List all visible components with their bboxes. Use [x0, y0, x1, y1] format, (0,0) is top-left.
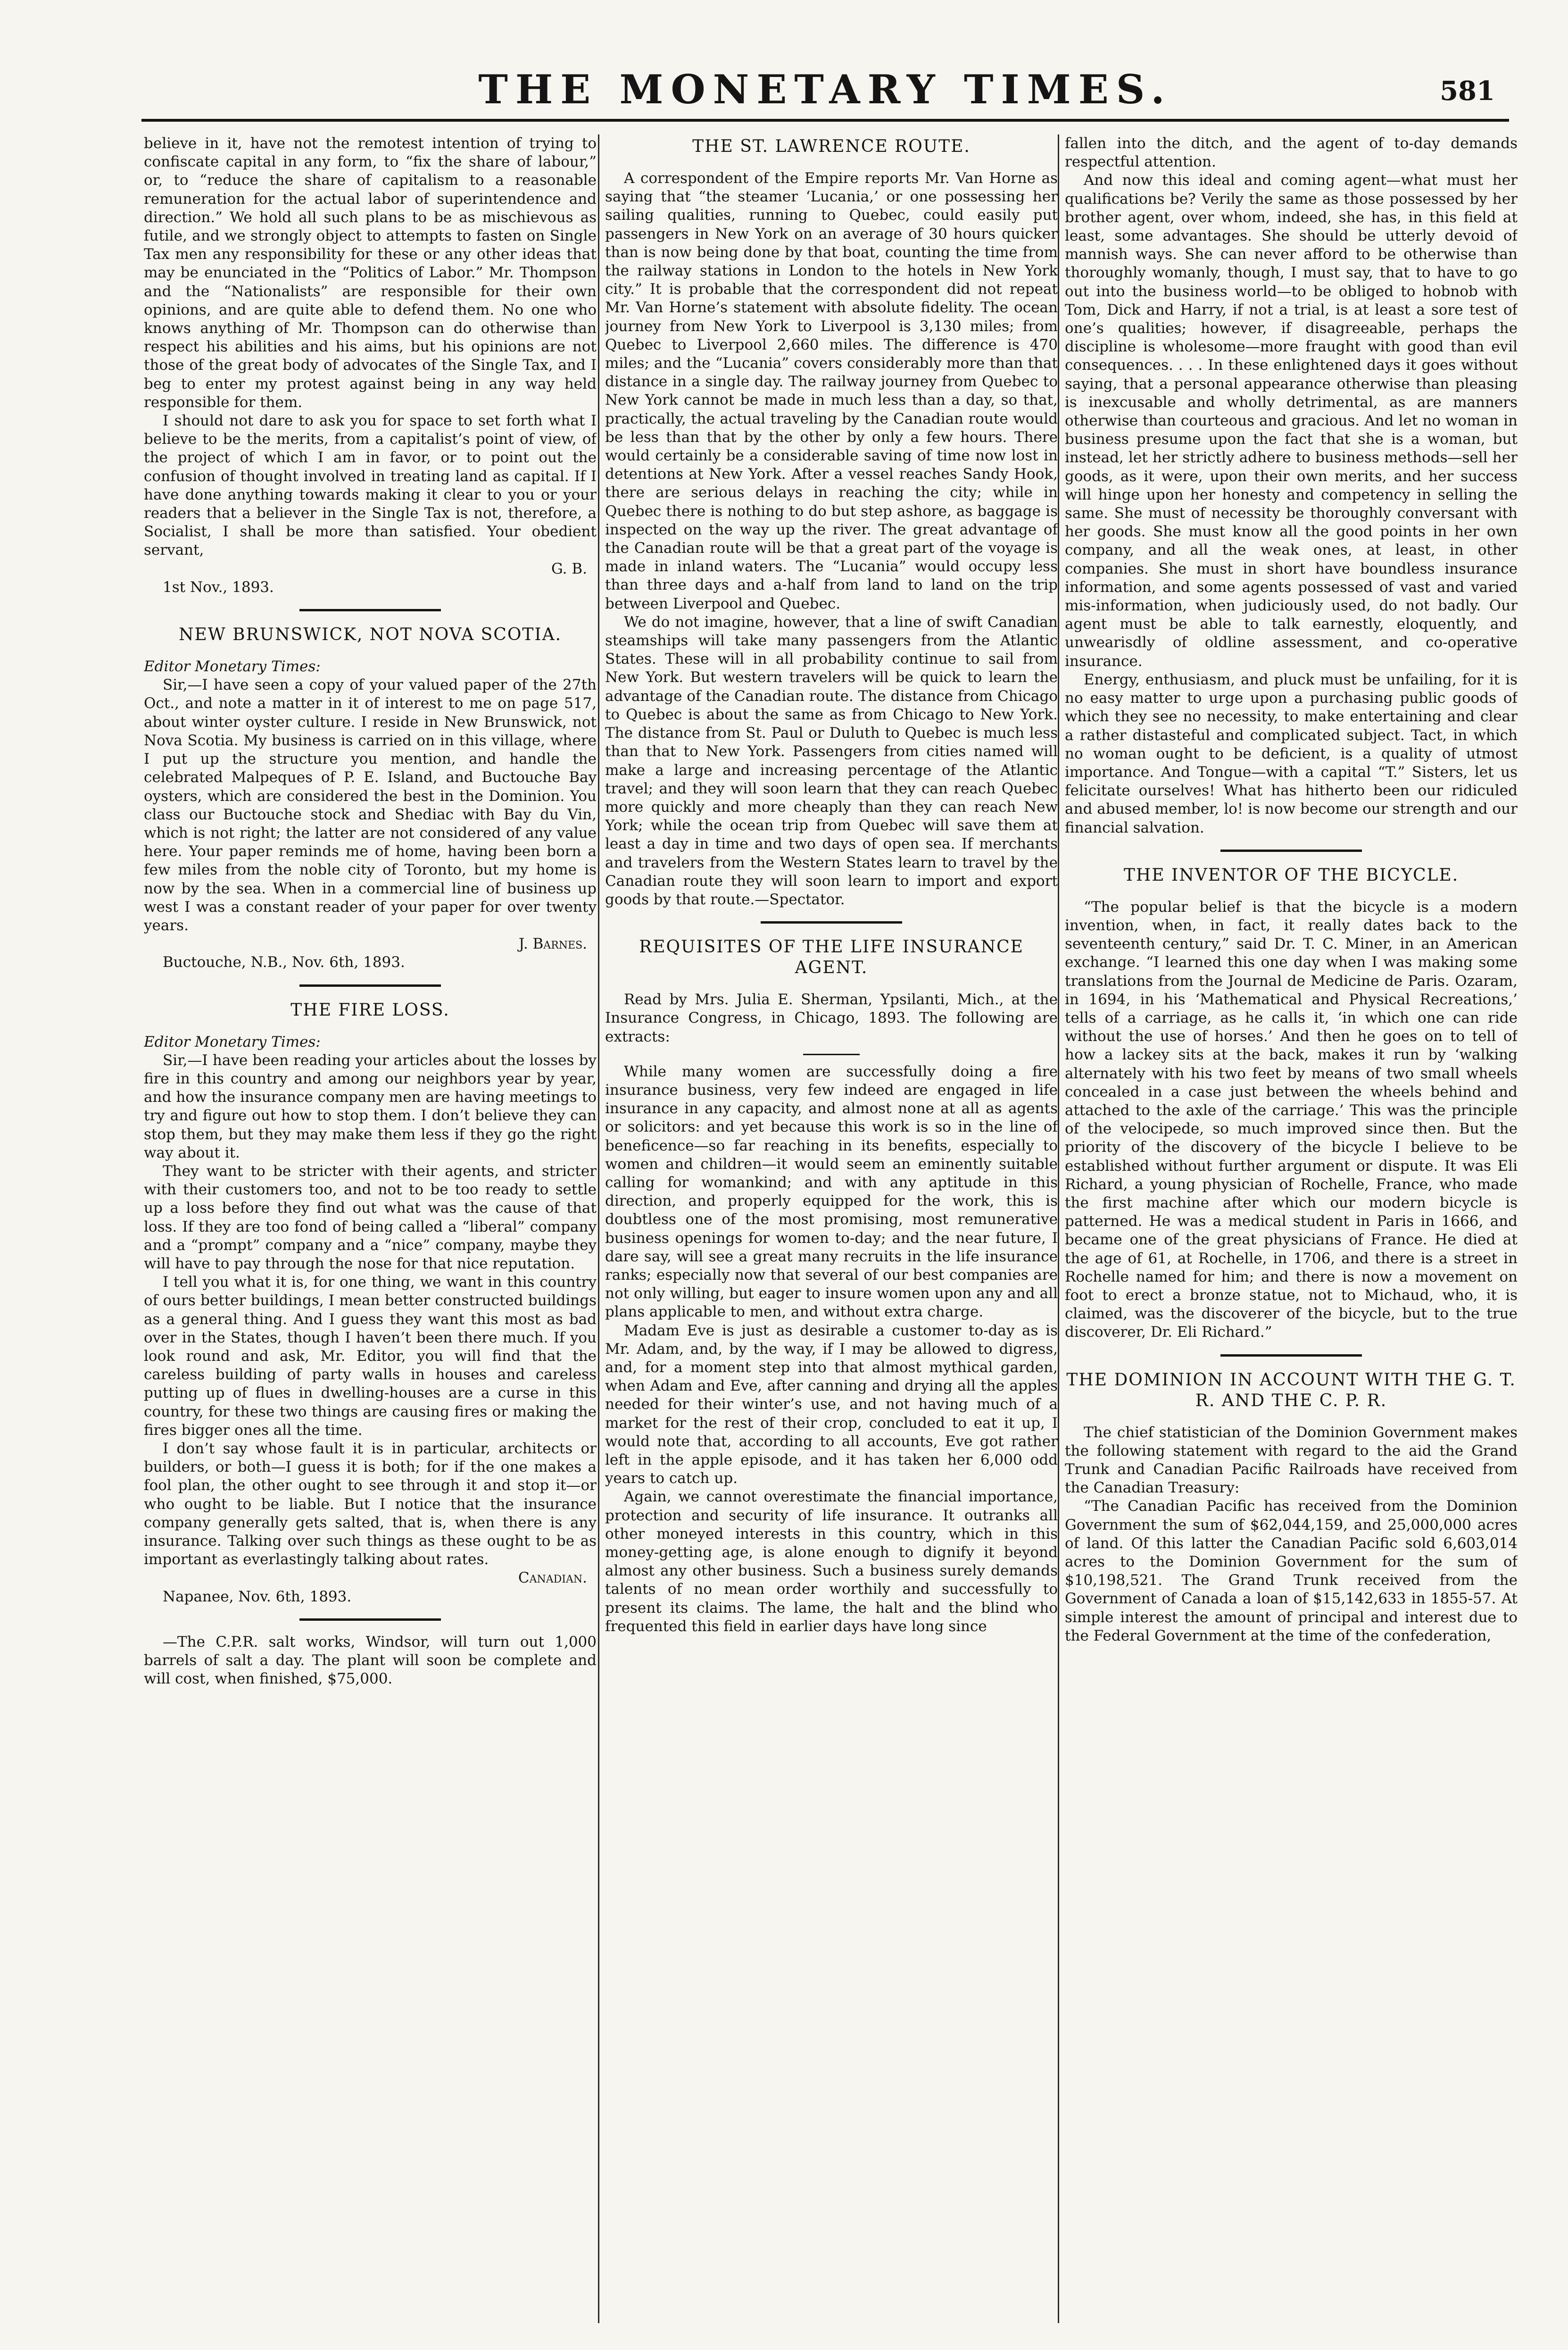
section-rule: [761, 921, 902, 924]
paragraph: Sir,—I have been reading your articles about the losses by fire in this country and among our neighbors year by year, and how the insurance company men are having meetings to try and figure out how to stop them. I don’t believe they can stop them, but they may make them less if they go the right way about it.: [144, 1051, 597, 1161]
heading-inventor-of-bicycle: THE INVENTOR OF THE BICYCLE.: [1123, 865, 1459, 885]
masthead-rule: [141, 119, 1509, 122]
newspaper-title: THE MONETARY TIMES.: [478, 66, 1172, 113]
signature: G. B.: [551, 560, 587, 577]
paragraph: A correspondent of the Empire reports Mr. Van Horne as saying that “the steamer ‘Lucania,’ or one possessing her sailing qualities, running to Quebec, could easily put passengers in New York on an average of 30 hours quicker than is now being done by that boat, counting the time from the railway stations in London to the hotels in New York city.” It is probable that the correspondent did not repeat Mr. Van Horne’s statement with absolute fidelity. The ocean journey from New York to Liverpool is 3,130 miles; from Quebec to Liverpool 2,660 miles. The difference is 470 miles; and the “Lucania” covers considerably more than that distance in a single day. The railway journey from Quebec to New York cannot be made in much less than a day, so that, practically, the actual traveling by the Canadian route would be less than that by the other by only a few hours. There would certainly be a considerable saving of time now lost in detentions at New York. After a vessel reaches Sandy Hook, there are serious delays in reaching the city; while in Quebec there is nothing to do but step ashore, as baggage is inspected on the way up the river. The great advantage of the Canadian route will be that a great part of the voyage is made in inland waters. The “Lucania” would occupy less than three days and a-half from land to land on the trip between Liverpool and Quebec.: [605, 170, 1058, 612]
column-divider: [598, 134, 599, 2323]
signature: Canadian.: [518, 1569, 587, 1587]
section-rule: [299, 1618, 441, 1621]
editor-salutation: Editor Monetary Times:: [144, 658, 321, 675]
column-divider: [1058, 134, 1059, 2323]
paragraph: I should not dare to ask you for space to set forth what I believe to be the merits, from a capitalist’s point of view, of the project of which I am in favor, or to point out the confusion of thought involved in treating land as capital. If I have done anything towards making it clear to you or your readers that a believer in the Single Tax is not, therefore, a Socialist, I shall be more than satisfied. Your obedient servant,: [144, 412, 597, 559]
paragraph: The chief statistician of the Dominion Government makes the following statement with regard to the aid the Grand Trunk and Canadian Pacific Railroads have received from the Canadian Treasury:: [1065, 1424, 1518, 1497]
intro-note: Read by Mrs. Julia E. Sherman, Ypsilanti, Mich., at the Insurance Congress, in Chicago, 1893. The following are extracts:: [605, 991, 1058, 1045]
heading-life-insurance-agent: REQUISITES OF THE LIFE INSURANCE AGENT.: [639, 937, 1024, 978]
heading-st-lawrence-route: THE ST. LAWRENCE ROUTE.: [692, 137, 971, 156]
paragraph: Sir,—I have seen a copy of your valued paper of the 27th Oct., and note a matter in it of interest to me on page 517, about winter oyster culture. I reside in New Brunswick, not Nova Scotia. My business is carried on in this village, where I put up the structure you mention, and handle the celebrated Malpeques of P. E. Island, and Buctouche Bay oysters, which are considered the best in the Dominion. You class our Buctouche stock and Shediac with Bay du Vin, which is not right; the latter are not considered of any value here. Your paper reminds me of home, having been born a few miles from the noble city of Toronto, but my home is now by the sea. When in a commercial line of business up west I was a constant reader of your paper for over twenty years.: [144, 676, 597, 934]
news-item: —The C.P.R. salt works, Windsor, will turn out 1,000 barrels of salt a day. The plant will soon be complete and will cost, when finished, $75,000.: [144, 1633, 597, 1688]
heading-new-brunswick: NEW BRUNSWICK, NOT NOVA SCOTIA.: [178, 625, 562, 645]
paragraph: Madam Eve is just as desirable a customer to-day as is Mr. Adam, and, by the way, if I may be allowed to digress, and, for a moment step into that almost mythical garden, when Adam and Eve, after canning and drying all the apples needed for their winter’s use, and not having much of a market for the rest of their crop, concluded to eat it up, I would note that, according to all accounts, Eve got rather left in the apple episode, and it has taken her 6,000 odd years to catch up.: [605, 1322, 1058, 1487]
signature: J. Barnes.: [518, 935, 587, 953]
letter-continuation: believe in it, have not the remotest intention of trying to confiscate capital in any form, to “fix the share of labour,” or, to “reduce the share of capitalism to a reasonable remuneration for the actual labor of superintendence and direction.” We hold all such plans to be as mischievous as futile, and we strongly object to attempts to fasten on Single Tax men any responsibility for these or any other ideas that may be enunciated in the “Politics of Labor.” Mr. Thompson and the “Nationalists” are responsible for their own opinions, and are quite able to defend them. No one who knows anything of Mr. Thompson can do otherwise than respect his abilities and his aims, but his opinions are not those of the great body of advocates of the Single Tax, and I beg to enter my protest against being in any way held responsible for them.: [144, 135, 597, 411]
article-continuation: fallen into the ditch, and the agent of to-day demands respectful attention.: [1065, 135, 1518, 171]
column-left: [144, 134, 597, 2323]
column-middle: [605, 134, 1058, 2323]
short-rule: [803, 1054, 860, 1055]
page-number: 581: [1440, 75, 1495, 107]
paragraph: I don’t say whose fault it is in particular, architects or builders, or both—I guess it is both; for if the one makes a fool plan, the other ought to see through it and stop it—or who ought to be liable. But I notice that the insurance company generally gets salted, that is, when there is any insurance. Talking over such things as these ought to be as important as everlastingly talking about rates.: [144, 1440, 597, 1568]
section-rule: [299, 609, 441, 611]
section-rule: [1220, 850, 1362, 852]
heading-fire-loss: THE FIRE LOSS.: [290, 1000, 450, 1020]
paragraph: We do not imagine, however, that a line of swift Canadian steamships will take many passengers from the Atlantic States. These will in all probability continue to sail from New York. But western travelers will be quick to learn the advantage of the Canadian route. The distance from Chicago to Quebec is about the same as from Chicago to New York. The distance from St. Paul or Duluth to Quebec is much less than that to New York. Passengers from cities named will make a large and increasing percentage of the Atlantic travel; and they will soon learn that they can reach Quebec more quickly and more cheaply than they can reach New York; while the ocean trip from Quebec will save them at least a day in time and two days of open sea. If merchants and travelers from the Western States learn to travel by the Canadian route they will soon learn to import and export goods by that route.—Spectator.: [605, 613, 1058, 908]
dateline: Buctouche, N.B., Nov. 6th, 1893.: [163, 954, 405, 971]
paragraph: And now this ideal and coming agent—what must her qualifications be? Verily the same as those possessed by her brother agent, over whom, indeed, she has, in this field at least, some advantages. She should be utterly devoid of mannish ways. She can never afford to be otherwise than thoroughly womanly, though, I must say, that to have to go out into the business world—to be obliged to hobnob with Tom, Dick and Harry, if not a trial, is at least a sore test of one’s qualities; however, if disagreeable, perhaps the discipline is wholesome—more fraught with good than evil consequences. . . . In these enlightened days it goes without saying, that a personal appearance otherwise than pleasing is inexcusable and wholly detrimental, as are manners otherwise than courteous and gracious. And let no woman in business presume upon the fact that she is a woman, but instead, let her strictly adhere to business methods—sell her goods, as it were, upon their own merits, and her success will hinge upon her honesty and competency in selling the same. She must of necessity be thoroughly conversant with her goods. She must know all the good points in her own company, and all the weak ones, at least, in other companies. She must in short have boundless insurance information, and some agents possessed of vast and varied mis-information, when judiciously used, do not badly. Our agent must be able to talk earnestly, eloquently, and unwearisdly of oldline assessment, and co-operative insurance.: [1065, 172, 1518, 670]
paragraph: Energy, enthusiasm, and pluck must be unfailing, for it is no easy matter to urge upon a purchasing public goods of which they see no necessity, to make entertaining and clear a rather distasteful and complicated subject. Tact, in which no woman ought to be deficient, is a quality of utmost importance. And Tongue—with a capital “T.” Sisters, let us felicitate ourselves! What has hitherto been our ridiculed and abused member, lo! is now become our strength and our financial salvation.: [1065, 671, 1518, 836]
paragraph: I tell you what it is, for one thing, we want in this country of ours better buildings, I mean better constructed buildings as a general thing. And I guess they want this most as bad over in the States, though I haven’t been there much. If you look round and ask, Mr. Editor, you will find that the careless building of party walls in houses and careless putting up of flues in dwelling-houses are a curse in this country, for these two things are causing fires or making the fires bigger ones all the time.: [144, 1274, 597, 1439]
section-rule: [1220, 1354, 1362, 1357]
paragraph: While many women are successfully doing a fire insurance business, very few indeed are engaged in life insurance in any capacity, and almost none at all as agents or solicitors: and yet because this work is so in the line of beneficence—so far reaching in its benefits, especially to women and children—it would seem an eminently suitable calling for womankind; and with any aptitude in this direction, and properly equipped for the work, this is doubtless one of the most promising, most remunerative business openings for women to-day; and the near future, I dare say, will see a great many recruits in the life insurance ranks; especially now that several of our best companies are not only willing, but eager to insure women upon any and all plans applicable to men, and without extra charge.: [605, 1063, 1058, 1321]
paragraph: “The Canadian Pacific has received from the Dominion Government the sum of $62,044,159, and 25,000,000 acres of land. Of this latter the Canadian Pacific sold 6,603,014 acres to the Dominion Government for the sum of $10,198,521. The Grand Trunk received from the Government of Canada a loan of $15,142,633 in 1855-57. At simple interest the amount of principal and interest due to the Federal Government at the time of the confederation,: [1065, 1498, 1518, 1644]
heading-dominion-account: THE DOMINION IN ACCOUNT WITH THE G. T. R. AND THE C. P. R.: [1066, 1370, 1516, 1410]
dateline: Napanee, Nov. 6th, 1893.: [163, 1588, 352, 1605]
masthead: [141, 64, 1509, 116]
paragraph: They want to be stricter with their agents, and stricter with their customers too, and not to be too ready to settle up a loss before they find out what was the cause of that loss. If they are too fond of being called a “liberal” company and a “prompt” company and a “nice” company, maybe they will have to pay through the nose for that nice reputation.: [144, 1162, 597, 1272]
paragraph: “The popular belief is that the bicycle is a modern invention, when, in fact, it really dates back to the seventeenth century,” said Dr. T. C. Miner, in an American exchange. “I learned this one day when I was making some translations from the Journal de Medicine de Paris. Ozaram, in 1694, in his ‘Mathematical and Physical Recreations,’ tells of a carriage, as he calls it, ‘in which one can ride without the use of horses.’ And then he goes on to tell of how a lackey sits at the back, makes it run by ‘walking alternately with his two feet by means of two small wheels concealed in a case just between the wheels behind and attached to the axle of the carriage.’ This was the principle of the velocipede, so much improved since then. But the priority of the discovery of the bicycle I believe to be established without further argument or dispute. It was Eli Richard, a young physician of Rochelle, France, who made the first machine after which our modern bicycle is patterned. He was a medical student in Paris in 1666, and became one of the great physicians of France. He died at the age of 61, at Rochelle, in 1706, and there is a street in Rochelle named for him; and there is now a movement on foot to erect a bronze statue, not to Michaud, who, it is claimed, was the discoverer of the bicycle, but to the true discoverer, Dr. Eli Richard.”: [1065, 898, 1518, 1341]
editor-salutation: Editor Monetary Times:: [144, 1033, 321, 1050]
column-right: [1065, 134, 1518, 2323]
paragraph: Again, we cannot overestimate the financial importance, protection and security of life insurance. It outranks all other moneyed interests in this country, which in this money-getting age, is alone enough to dignify it beyond almost any other business. Such a business surely demands talents of no mean order worthily and successfully to present its claims. The lame, the halt and the blind who frequented this field in earlier days have long since: [605, 1488, 1058, 1635]
dateline: 1st Nov., 1893.: [163, 578, 274, 596]
section-rule: [299, 984, 441, 987]
